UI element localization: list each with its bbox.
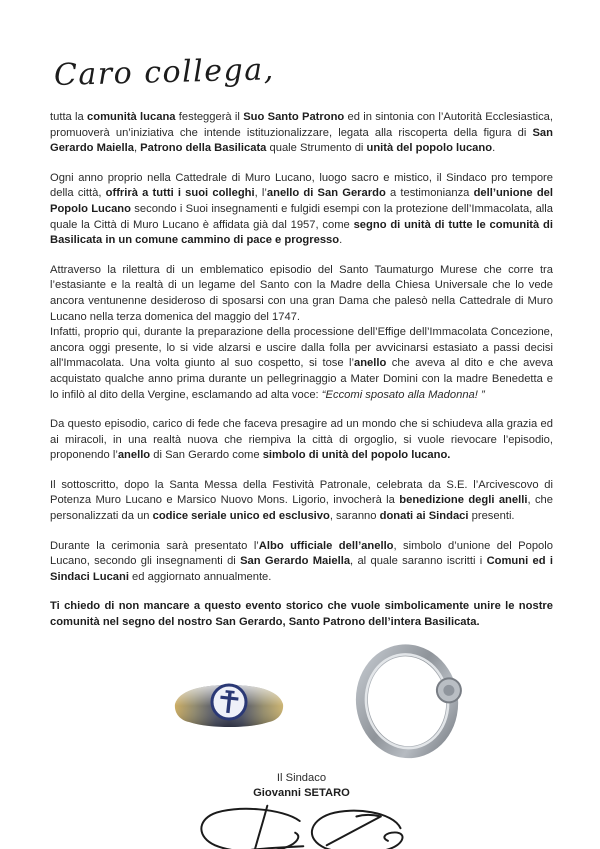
salutation: Caro collega, [53, 52, 276, 93]
paragraph: tutta la comunità lucana festeggerà il Suo Santo Patrono ed in sintonia con l’Autorità Ecclesiastica, promuoverà un’iniziativa che intende istituzionalizzare, legata alla riscoperta della figura di San Gerardo Maiella, Patrono della Basilicata quale Strumento di unità del popolo lucano. [50, 111, 553, 155]
paragraph: Ti chiedo di non mancare a questo evento storico che vuole simbolicamente unire le nostre comunità nel segno del nostro San Gerardo, Santo Patrono dell’intera Basilicata. [50, 600, 553, 629]
ring-side-photo [169, 662, 289, 745]
paragraph: Il sottoscritto, dopo la Santa Messa della Festività Patronale, celebrata da S.E. l’Arcivescovo di Potenza Muro Lucano e Marsico Nuovo Mons. Ligorio, invocherà la benedizione degli anelli, che personalizzati da un codice seriale unico ed esclusivo, saranno donati ai Sindaci presenti. [50, 478, 553, 523]
paragraph: Da questo episodio, carico di fede che faceva presagire ad un mondo che si schiudeva alla grazia ed ai miracoli, in una realtà nuova che riempiva la città di orgoglio, si vuole rievocare l’episodio, proponendo l’anello di San Gerardo come simbolo di unità del popolo lucano. [50, 418, 553, 462]
letter-body [50, 110, 553, 631]
closing-name: Giovanni SETARO [253, 786, 350, 799]
ring-front-photo [355, 643, 463, 764]
paragraph: Durante la cerimonia sarà presentato l’Albo ufficiale dell’anello, simbolo d’unione del Popolo Lucano, secondo gli insegnamenti di San Gerardo Maiella, al quale saranno iscritti i Comuni ed i Sindaci Lucani ed aggiornato annualmente. [50, 539, 553, 583]
paragraph: Ogni anno proprio nella Cattedrale di Muro Lucano, luogo sacro e mistico, il Sindaco pro tempore della città, offrirà a tutti i suoi colleghi, l’anello di San Gerardo a testimonianza dell’unione del Popolo Lucano secondo i Suoi insegnamenti e fulgidi esempi con la protezione dell’Immacolata, alla quale la Città di Muro Lucano è affidata già dal 1957, come segno di unità di tutte le comunità di Basilicata in un comune cammino di pace e progresso. [50, 171, 553, 247]
closing-block [50, 771, 553, 801]
paragraph: Attraverso la rilettura di un emblematico episodio del Santo Taumaturgo Murese che corre tra l’estasiante e la realtà di un legame del Santo con la Madre della Chiesa Universale che lo vede ancora ventunenne desideroso di sposarsi con una gran Dama che palesò nella Cattedrale di Muro Lucano nella terza domenica del maggio del 1747. Infatti, proprio qui, durante la preparazione della processione dell’Effige dell’Immacolata Concezione, ancora oggi presente, lo si vide alzarsi e uscire dalla folla per avvicinarsi estasiato a passi decisi all'Immacolata. Una volta giunto al suo cospetto, si tose l’anello che aveva al dito e che aveva acquistato qualche anno prima durante un pellegrinaggio a Mater Domini con la madre Benedetta e lo infilò al dito della Vergine, esclamando ad alta voce: “Eccomi sposato alla Madonna! ” [50, 263, 553, 401]
rings-row [64, 645, 567, 763]
closing-role: Il Sindaco [276, 771, 327, 784]
signature [50, 803, 553, 849]
